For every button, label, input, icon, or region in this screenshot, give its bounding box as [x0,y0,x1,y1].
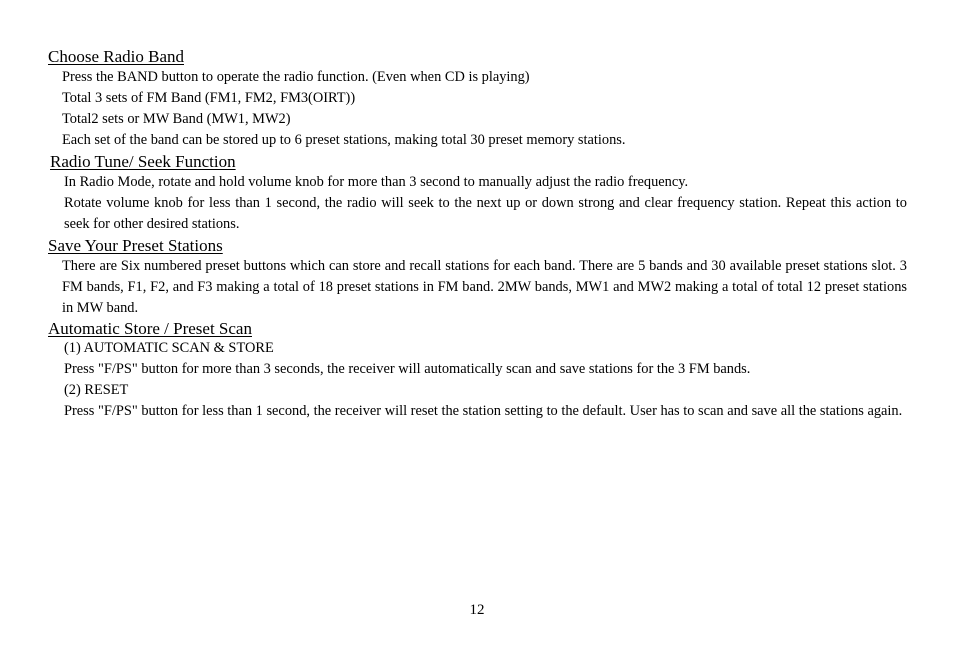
band-line-1: Press the BAND button to operate the radio function. (Even when CD is playing) [62,69,530,85]
scan-item-2-text: Press "F/PS" button for less than 1 second, the receiver will reset the station setting to the default. User has to scan and save all the stations again. [64,403,903,419]
scan-item-1-title: (1) AUTOMATIC SCAN & STORE [64,340,274,356]
band-line-4: Each set of the band can be stored up to 6 preset stations, making total 30 preset memory stations. [62,132,626,148]
page-number: 12 [469,602,485,618]
heading-choose-radio-band: Choose Radio Band [48,47,184,66]
band-line-2: Total 3 sets of FM Band (FM1, FM2, FM3(OIRT)) [62,90,356,106]
heading-save-preset-stations: Save Your Preset Stations [48,236,223,255]
tune-line-1: In Radio Mode, rotate and hold volume knob for more than 3 second to manually adjust the radio frequency. [64,174,689,190]
scan-item-2-title: (2) RESET [64,382,129,398]
preset-paragraph: There are Six numbered preset buttons which can store and recall stations for each band. There are 5 bands and 30 available preset stations slot. 3 FM bands, F1, F2, and F3 making a total of 18 preset stations in FM band. 2MW bands, MW1 and MW2 making a total of total 12 preset stations in MW band. [62,258,907,316]
tune-paragraph-2: Rotate volume knob for less than 1 second, the radio will seek to the next up or down strong and clear frequency station. Repeat this action to seek for other desired stations. [64,195,907,232]
band-line-3: Total2 sets or MW Band (MW1, MW2) [62,111,291,127]
heading-automatic-store-scan: Automatic Store / Preset Scan [48,319,252,338]
scan-item-1-text: Press "F/PS" button for more than 3 seconds, the receiver will automatically scan and save stations for the 3 FM bands. [64,361,751,377]
heading-radio-tune-seek: Radio Tune/ Seek Function [50,152,236,171]
